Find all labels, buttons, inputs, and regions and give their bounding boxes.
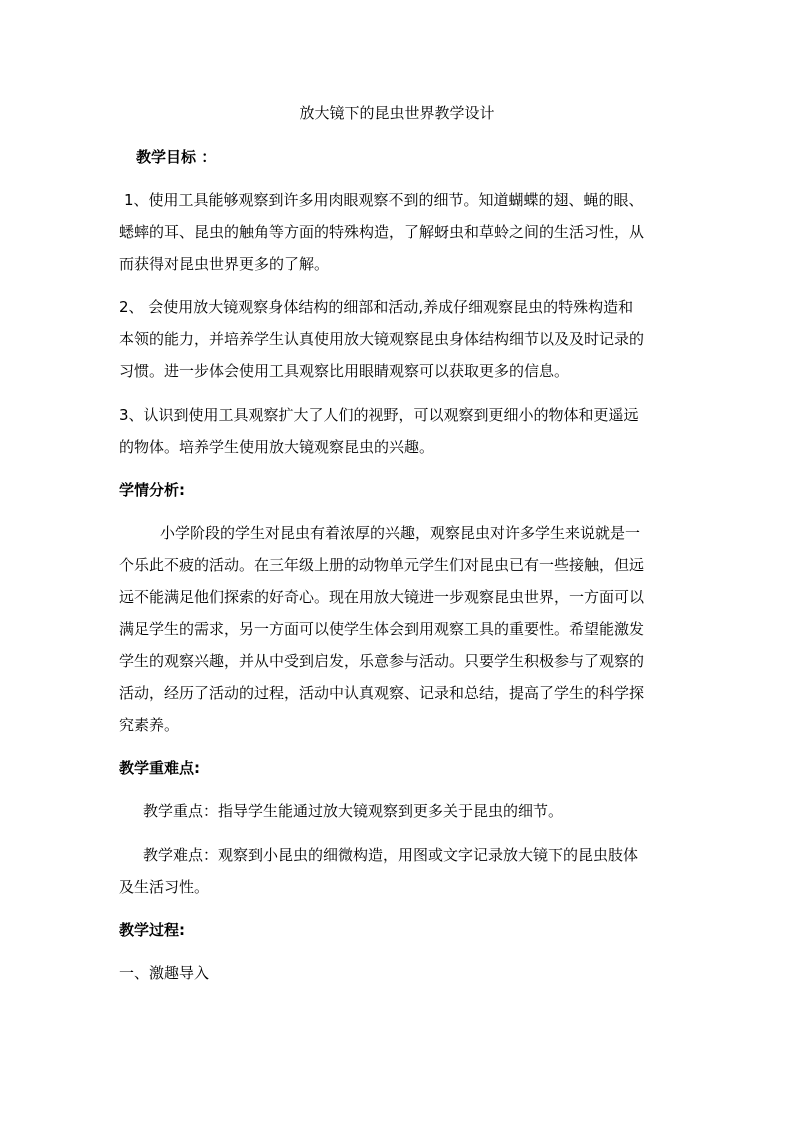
teaching-focus-line: 教学重点：指导学生能通过放大镜观察到更多关于昆虫的细节。 [143,802,564,820]
analysis-line-7: 究素养。 [119,716,180,734]
analysis-line-3: 远不能满足他们探索的好奇心。现在用放大镜进一步观察昆虫世界，一方面可以 [119,588,645,606]
analysis-line-6: 活动，经历了活动的过程，活动中认真观察、记录和总结，提高了学生的科学探 [119,684,645,702]
teaching-difficulty-line-1: 教学难点：观察到小昆虫的细微构造，用图或文字记录放大镜下的昆虫肢体 [143,846,639,864]
objective-3-line-1: 3、认识到使用工具观察扩大了人们的视野，可以观察到更细小的物体和更遥远 [119,406,639,424]
objective-1-line-1: 1、使用工具能够观察到许多用肉眼观察不到的细节。知道蝴蝶的翅、蝇的眼、 [124,191,644,209]
analysis-line-5: 学生的观察兴趣，并从中受到启发，乐意参与活动。只要学生积极参与了观察的 [119,652,645,670]
teaching-difficulty-line-2: 及生活习性。 [119,878,210,896]
objective-2-line-3: 习惯。进一步体会使用工具观察比用眼睛观察可以获取更多的信息。 [119,362,570,380]
process-step-1: 一、激趣导入 [119,964,210,982]
process-heading: 教学过程: [119,921,185,939]
objective-1-line-2: 蟋蟀的耳、昆虫的触角等方面的特殊构造，了解蚜虫和草蛉之间的生活习性，从 [119,223,645,241]
key-points-heading: 教学重难点: [119,759,200,777]
objectives-heading: 教学目标 ： [136,148,217,166]
objective-2-line-2: 本领的能力，并培养学生认真使用放大镜观察昆虫身体结构细节以及及时记录的 [119,330,645,348]
analysis-heading: 学情分析: [119,481,185,499]
analysis-line-4: 满足学生的需求，另一方面可以使学生体会到用观察工具的重要性。希望能激发 [119,620,645,638]
analysis-line-2: 个乐此不疲的活动。在三年级上册的动物单元学生们对昆虫已有一些接触，但远 [119,556,645,574]
objective-1-line-3: 而获得对昆虫世界更多的了解。 [119,255,330,273]
objective-3-line-2: 的物体。培养学生使用放大镜观察昆虫的兴趣。 [119,438,435,456]
objective-2-line-1: 2、 会使用放大镜观察身体结构的细部和活动,养成仔细观察昆虫的特殊构造和 [119,298,634,316]
document-title: 放大镜下的昆虫世界教学设计 [299,104,495,122]
analysis-line-1: 小学阶段的学生对昆虫有着浓厚的兴趣，观察昆虫对许多学生来说就是一 [160,524,641,542]
